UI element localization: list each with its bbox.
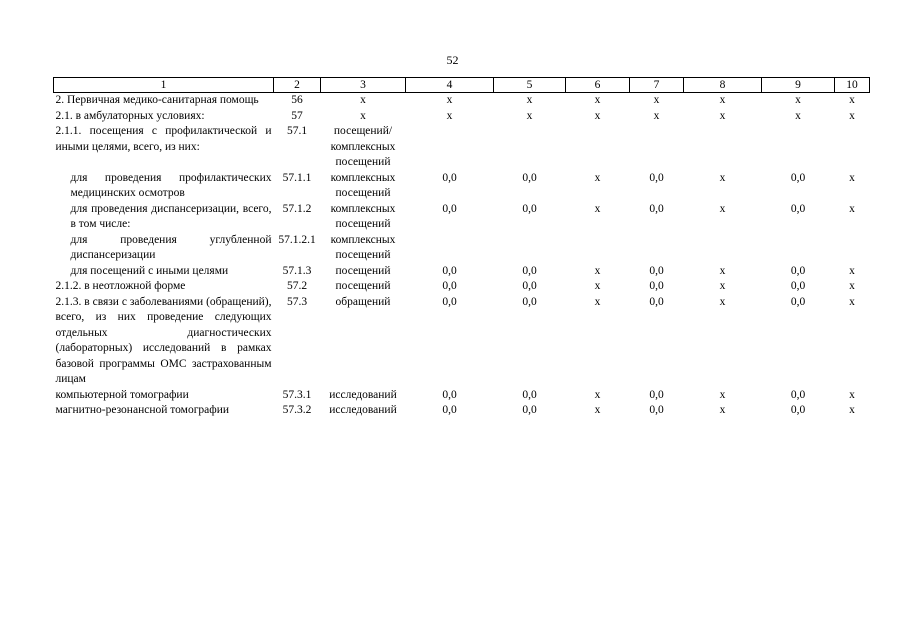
row-unit: комплексных посещений (330, 171, 396, 199)
row-value: 0,0 (522, 388, 537, 401)
row-value: х (594, 109, 601, 122)
row-value: 0,0 (442, 264, 457, 277)
table-row (54, 264, 870, 280)
row-value: х (795, 94, 801, 106)
row-label: 2.1.2. в неотложной форме (55, 280, 186, 292)
row-value: х (849, 295, 855, 308)
row-value: 0,0 (522, 264, 537, 277)
row-value: 0,0 (649, 264, 664, 277)
row-label: 2.1.1. посещения с профилактической и иными целями, всего, из них: (55, 125, 272, 153)
row-value: 0,0 (522, 404, 537, 416)
row-label: для проведения углубленной диспансеризации (70, 233, 272, 261)
row-value: х (594, 94, 601, 106)
row-value: х (594, 264, 601, 277)
row-value: х (653, 109, 660, 122)
page-number: 52 (446, 53, 459, 67)
row-unit: комплексных посещений (330, 233, 396, 261)
row-value (566, 233, 630, 264)
column-header: 3 (321, 78, 406, 93)
column-header: 1 (54, 78, 274, 93)
row-label: 2. Первичная медико-санитарная помощь (55, 94, 259, 106)
row-value: 0,0 (790, 202, 806, 215)
row-label: для посещений с иными целями (70, 264, 229, 277)
row-value (494, 124, 566, 171)
row-value: х (849, 171, 855, 184)
row-value: 0,0 (442, 388, 457, 401)
row-value: х (849, 280, 855, 292)
row-value: х (719, 388, 726, 401)
row-value: 0,0 (649, 388, 664, 401)
row-value: х (446, 109, 453, 122)
row-value: х (594, 404, 601, 416)
row-value: 0,0 (649, 404, 664, 416)
row-value: х (594, 171, 601, 184)
table-row (54, 109, 870, 125)
column-header: 2 (274, 78, 321, 93)
row-value: х (849, 94, 855, 106)
row-value: х (594, 280, 601, 292)
row-value (762, 233, 835, 264)
row-unit: исследований (329, 404, 397, 416)
row-unit: обращений (335, 295, 391, 308)
row-value: 0,0 (649, 202, 664, 215)
row-value (762, 124, 835, 171)
row-value: х (849, 404, 855, 416)
row-code: 57.1.2.1 (278, 233, 316, 246)
row-value: 0,0 (442, 202, 457, 215)
row-value: х (849, 109, 855, 122)
row-value (835, 233, 870, 264)
row-code: 57.1 (286, 125, 308, 137)
row-value: х (594, 388, 601, 401)
row-value: 0,0 (442, 280, 457, 292)
row-value: 0,0 (522, 202, 537, 215)
row-value (630, 233, 684, 264)
row-value: х (719, 171, 726, 184)
column-header: 4 (406, 78, 494, 93)
row-unit: комплексных посещений (330, 202, 396, 230)
row-value: х (653, 94, 660, 106)
row-code: 57 (291, 109, 303, 122)
table-row (54, 233, 870, 264)
row-value: х (719, 264, 726, 277)
row-value (566, 124, 630, 171)
row-code: 57.1.3 (282, 264, 312, 277)
column-header: 5 (494, 78, 566, 93)
column-header: 8 (684, 78, 762, 93)
table-row (54, 202, 870, 233)
row-value (630, 124, 684, 171)
table-header-row (54, 78, 870, 93)
row-unit: х (360, 109, 366, 122)
row-value: х (719, 295, 726, 308)
table-row (54, 403, 870, 419)
table-row (54, 388, 870, 404)
row-value: х (849, 202, 855, 215)
row-value: х (719, 202, 726, 215)
row-value: х (849, 264, 855, 277)
column-header: 7 (630, 78, 684, 93)
row-value: 0,0 (790, 264, 806, 277)
row-value: 0,0 (790, 171, 806, 184)
row-value: 0,0 (522, 171, 537, 184)
row-unit: посещений (335, 280, 391, 292)
row-value: 0,0 (522, 280, 537, 292)
row-code: 57.1.1 (282, 171, 312, 184)
row-value: 0,0 (442, 171, 457, 184)
row-label: для проведения профилактических медицинских осмотров (70, 171, 272, 199)
row-value (494, 233, 566, 264)
row-value: х (719, 94, 726, 106)
row-code: 57.3.1 (282, 388, 312, 401)
table-row (54, 93, 870, 109)
row-value: х (795, 109, 801, 122)
row-value: х (446, 94, 453, 106)
row-label: компьютерной томографии (55, 388, 189, 401)
row-value (684, 124, 762, 171)
column-header: 9 (762, 78, 835, 93)
row-value: 0,0 (649, 171, 664, 184)
row-value: 0,0 (649, 280, 664, 292)
row-code: 56 (291, 94, 303, 106)
row-unit: х (360, 94, 366, 106)
row-code: 57.3 (286, 295, 308, 308)
column-header: 6 (566, 78, 630, 93)
table-row (54, 124, 870, 171)
row-unit: исследований (329, 388, 397, 401)
row-label: магнитно-резонансной томографии (55, 404, 230, 416)
column-header: 10 (835, 78, 870, 93)
row-value: 0,0 (790, 388, 806, 401)
row-value: 0,0 (442, 404, 457, 416)
table-row (54, 295, 870, 388)
row-label: для проведения диспансеризации, всего, в том числе: (70, 202, 272, 230)
row-value (406, 124, 494, 171)
row-label: 2.1.3. в связи с заболеваниями (обращений), всего, из них проведение следующих отдельных диагностических (лабораторных) исследований в рамках базовой программы ОМС застрахованным лицам (55, 295, 272, 385)
data-table (53, 77, 870, 419)
row-value: х (719, 280, 726, 292)
row-value (835, 124, 870, 171)
row-value: х (526, 109, 533, 122)
row-value (684, 233, 762, 264)
table-row (54, 279, 870, 295)
row-value: 0,0 (790, 280, 806, 292)
row-value: 0,0 (790, 404, 806, 416)
row-value: х (719, 109, 726, 122)
row-value: х (849, 388, 855, 401)
row-value: х (594, 202, 601, 215)
row-value (406, 233, 494, 264)
row-value: 0,0 (790, 295, 806, 308)
row-code: 57.3.2 (282, 404, 312, 416)
row-value: 0,0 (442, 295, 457, 308)
row-value: х (594, 295, 601, 308)
row-label: 2.1. в амбулаторных условиях: (55, 109, 205, 122)
row-value: х (526, 94, 533, 106)
table-row (54, 171, 870, 202)
row-code: 57.2 (286, 280, 308, 292)
row-unit: посещений/ комплексных посещений (330, 125, 396, 168)
row-unit: посещений (335, 264, 391, 277)
row-value: 0,0 (649, 295, 664, 308)
row-value: х (719, 404, 726, 416)
row-value: 0,0 (522, 295, 537, 308)
row-code: 57.1.2 (282, 202, 312, 215)
